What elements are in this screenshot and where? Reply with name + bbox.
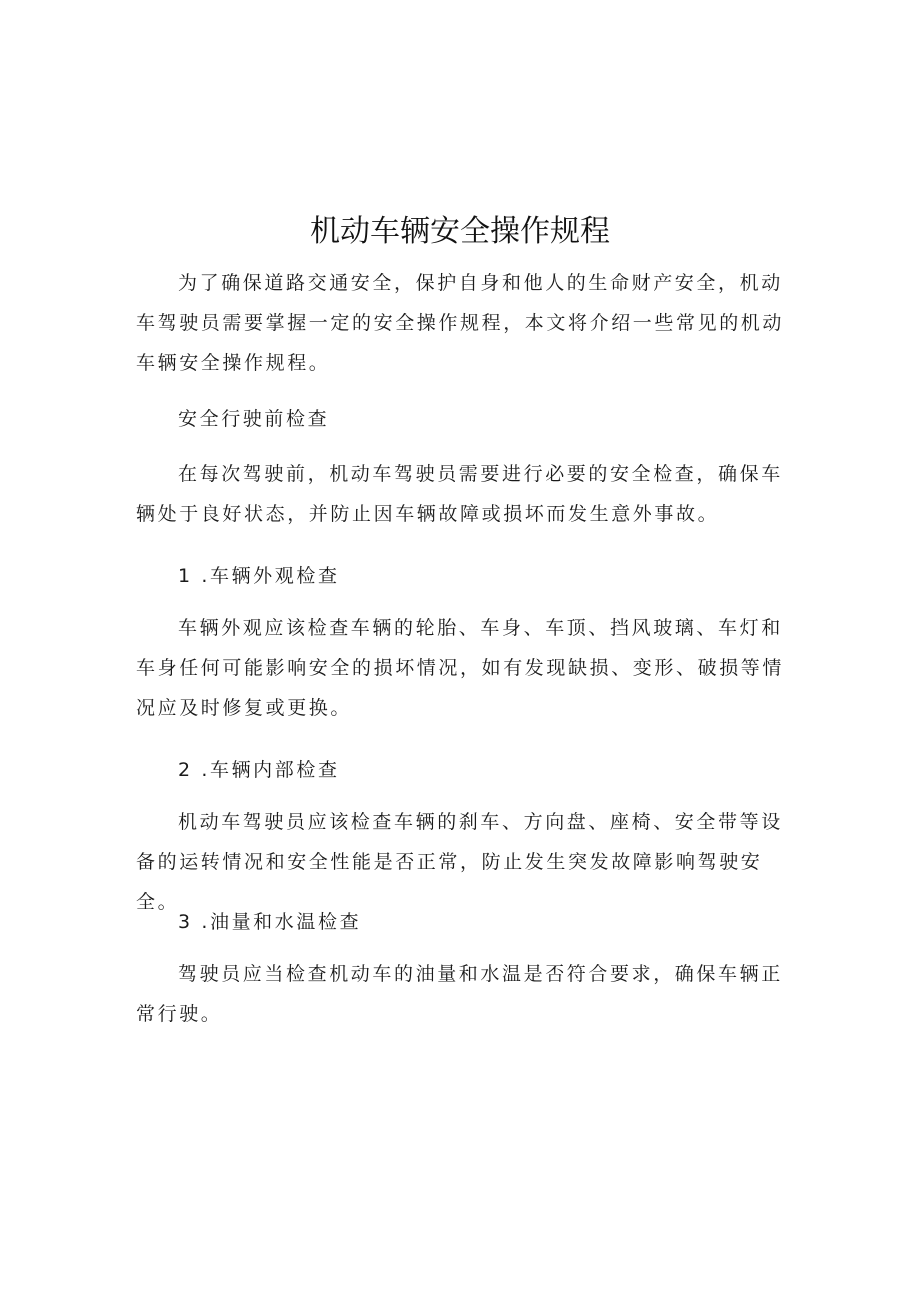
item-3-heading: 3 .油量和水温检查	[178, 911, 362, 933]
intro-paragraph: 为了确保道路交通安全，保护自身和他人的生命财产安全，机动车驾驶员需要掌握一定的安全操作规程，本文将介绍一些常见的机动车辆安全操作规程。	[136, 272, 785, 374]
item-1-heading: 1 .车辆外观检查	[178, 565, 340, 587]
item-2-heading: 2 .车辆内部检查	[178, 759, 340, 781]
item-3-paragraph: 驾驶员应当检查机动车的油量和水温是否符合要求，确保车辆正常行驶。	[136, 963, 783, 1025]
section-intro-paragraph: 在每次驾驶前，机动车驾驶员需要进行必要的安全检查，确保车辆处于良好状态，并防止因车辆故障或损坏而发生意外事故。	[136, 463, 783, 525]
item-2-paragraph: 机动车驾驶员应该检查车辆的刹车、方向盘、座椅、安全带等设备的运转情况和安全性能是否正常，防止发生突发故障影响驾驶安全。	[136, 811, 783, 913]
item-1-paragraph: 车辆外观应该检查车辆的轮胎、车身、车顶、挡风玻璃、车灯和车身任何可能影响安全的损坏情况，如有发现缺损、变形、破损等情况应及时修复或更换。	[136, 617, 785, 719]
section-heading: 安全行驶前检查	[178, 408, 330, 430]
document-title: 机动车辆安全操作规程	[310, 214, 610, 249]
